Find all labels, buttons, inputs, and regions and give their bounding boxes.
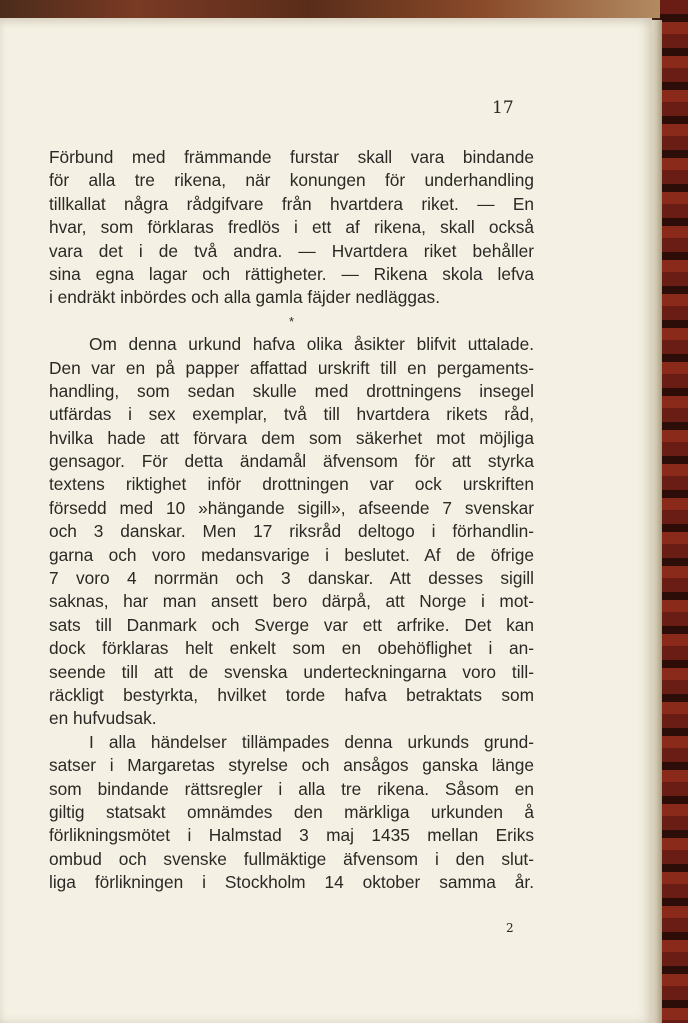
signature-mark: 2 [506, 921, 514, 935]
text-line: utfärdas i sex exemplar, två till hvartdera rikets råd, [49, 404, 534, 425]
text-line: textens riktighet inför drottningen var ock urskriften [49, 474, 534, 495]
text-line: en hufvudsak. [49, 708, 157, 729]
text-line: räckligt bestyrkta, hvilket torde hafva betraktats som [49, 684, 534, 705]
text-line: giltig statsakt omnämdes den märkliga urkunden å [49, 801, 534, 822]
text-line: för alla tre rikena, när konungen för underhandling [49, 170, 534, 191]
text-line: Förbund med främmande furstar skall vara bindande [49, 147, 534, 167]
text-line: satser i Margaretas styrelse och ansågos ganska länge [49, 755, 534, 776]
text-line: tillkallat några rådgifvare från hvartdera riket. — En [49, 193, 534, 214]
text-line: dock förklaras helt enkelt som en obehöflighet i an- [49, 638, 534, 659]
text-line: handling, som sedan skulle med drottningens insegel [49, 380, 534, 401]
text-line: I alla händelser tillämpades denna urkunds grund- [89, 731, 534, 752]
text-line: som bindande rättsregler i alla tre rikena. Såsom en [49, 778, 534, 799]
body-text [49, 146, 534, 895]
text-line: sina egna lagar och rättigheter. — Rikena skola lefva [49, 263, 534, 284]
text-line: saknas, har man ansett bero därpå, att Norge i mot- [49, 591, 534, 612]
text-line: garna och voro medansvarige i beslutet. Af de öfrige [49, 544, 534, 565]
text-line: och 3 danskar. Men 17 riksråd deltogo i förhandlin- [49, 521, 534, 542]
text-line: sats till Danmark och Sverge var ett arfrike. Det kan [49, 614, 534, 635]
text-line: försedd med 10 »hängande sigill», afseende 7 svenskar [49, 497, 534, 518]
text-line: gensagor. För detta ändamål äfvensom för att styrka [49, 451, 534, 472]
text-line: Om denna urkund hafva olika åsikter blifvit uttalade. [89, 334, 534, 355]
book-page [0, 18, 652, 1023]
section-separator: * [288, 313, 295, 329]
book-cover-edge [0, 0, 688, 18]
text-line: hvar, som förklaras fredlös i ett af rikena, skall också [49, 217, 534, 238]
text-line: i endräkt inbördes och alla gamla fäjder nedläggas. [49, 287, 440, 308]
text-line: Den var en på papper affattad urskrift till en pergaments- [49, 357, 534, 378]
text-line: vara det i de två andra. — Hvartdera riket behåller [49, 240, 534, 261]
text-line: ombud och svenske fullmäktige äfvensom i den slut- [49, 848, 534, 869]
text-line: seende till att de svenska underteckningarna voro till- [49, 661, 534, 682]
book-cover-spine [660, 0, 688, 1023]
text-line: liga förlikningen i Stockholm 14 oktober samma år. [49, 872, 534, 893]
text-line: förlikningsmötet i Halmstad 3 maj 1435 mellan Eriks [49, 825, 534, 846]
page-number: 17 [492, 98, 514, 118]
text-line: 7 voro 4 norrmän och 3 danskar. Att desses sigill [49, 568, 534, 589]
text-line: hvilka hade att förvara dem som säkerhet mot möjliga [49, 427, 534, 448]
